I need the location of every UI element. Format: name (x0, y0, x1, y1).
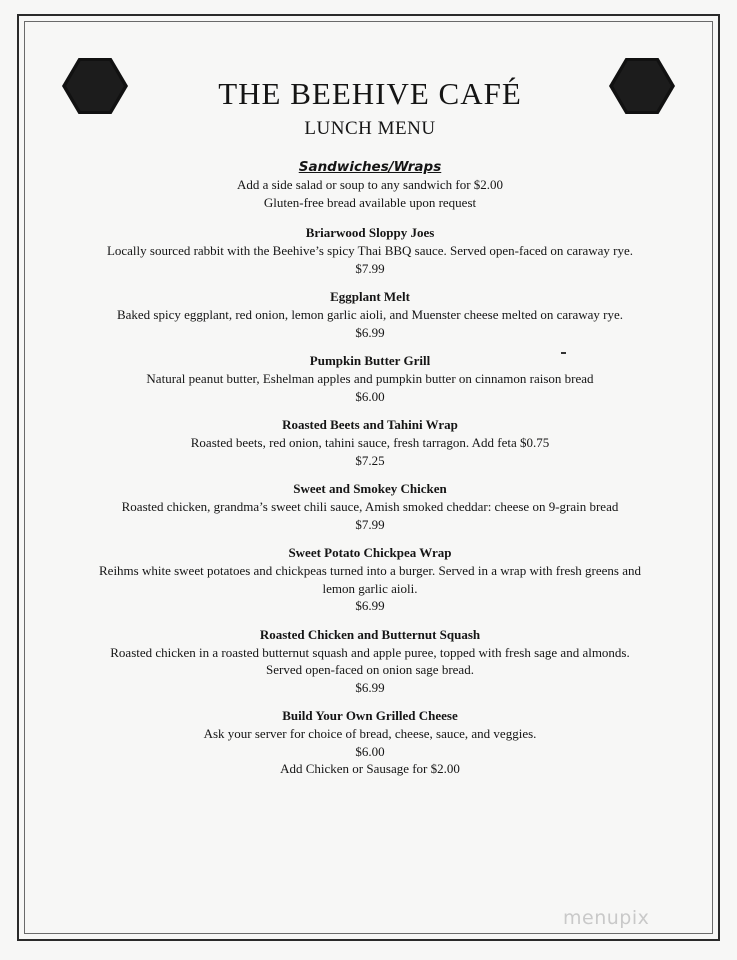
item-name: Briarwood Sloppy Joes (305, 225, 435, 240)
item-description: Roasted chicken in a roasted butternut squash and apple puree, topped with fresh sage and almonds. (110, 644, 630, 660)
menu-item (30, 416, 710, 469)
item-name: Roasted Beets and Tahini Wrap (282, 417, 458, 432)
item-description: Roasted beets, red onion, tahini sauce, fresh tarragon. Add feta $0.75 (190, 435, 550, 450)
item-name: Eggplant Melt (330, 289, 410, 304)
item-description: Baked spicy eggplant, red onion, lemon garlic aioli, and Muenster cheese melted on caraway rye. (116, 307, 624, 322)
menu-item (30, 352, 710, 405)
item-price: $6.99 (355, 324, 385, 340)
item-description: Served open-faced on onion sage bread. (266, 662, 474, 677)
item-description: Roasted chicken, grandma’s sweet chili sauce, Amish smoked cheddar: cheese on 9-grain bread (121, 499, 619, 514)
item-name: Pumpkin Butter Grill (309, 353, 431, 368)
item-name: Roasted Chicken and Butternut Squash (259, 626, 481, 642)
menu-item (30, 480, 710, 533)
section-note: Add a side salad or soup to any sandwich for $2.00 (236, 177, 504, 192)
menu-item (30, 224, 710, 277)
section-heading: Sandwiches/Wraps (298, 159, 442, 175)
item-price: $6.99 (355, 598, 385, 613)
item-name: Sweet Potato Chickpea Wrap (288, 545, 452, 560)
cafe-title: THE BEEHIVE CAFÉ (218, 76, 522, 111)
item-price: $7.25 (355, 452, 385, 468)
item-price: $6.00 (355, 743, 385, 759)
menu-item (30, 544, 710, 615)
item-addon: Add Chicken or Sausage for $2.00 (280, 761, 460, 776)
scan-speck (561, 352, 566, 354)
menu-item (30, 707, 710, 778)
item-name: Sweet and Smokey Chicken (293, 481, 447, 496)
item-price: $6.00 (355, 388, 385, 404)
item-description: Locally sourced rabbit with the Beehive’s spicy Thai BBQ sauce. Served open-faced on caraway rye. (106, 243, 634, 258)
menu-item (30, 626, 710, 697)
item-price: $7.99 (355, 260, 385, 276)
item-description: Natural peanut butter, Eshelman apples and pumpkin butter on cinnamon raison bread (146, 371, 594, 386)
menu-subtitle: LUNCH MENU (304, 118, 436, 139)
item-description: lemon garlic aioli. (322, 580, 418, 596)
menu-item (30, 288, 710, 341)
section-note: Gluten-free bread available upon request (263, 194, 477, 210)
menu-content (30, 74, 710, 778)
item-description: Ask your server for choice of bread, cheese, sauce, and veggies. (203, 726, 537, 741)
item-description: Reihms white sweet potatoes and chickpeas turned into a burger. Served in a wrap with fresh greens and (99, 563, 641, 578)
item-price: $6.99 (355, 679, 385, 695)
watermark-logo: menupix (563, 907, 650, 929)
item-price: $7.99 (355, 516, 385, 532)
item-name: Build Your Own Grilled Cheese (282, 708, 458, 723)
